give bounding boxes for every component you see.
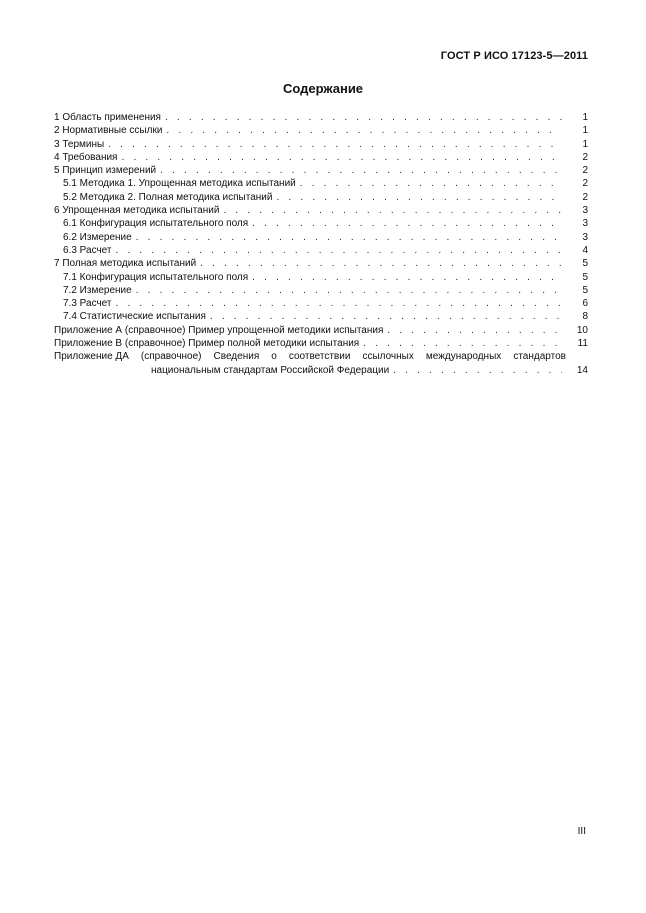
toc-entry-7[interactable] — [54, 257, 588, 270]
toc-leader-dots — [200, 257, 562, 270]
toc-entry-text: 7.3 Расчет — [63, 298, 112, 310]
toc-entry-appendix-a[interactable] — [54, 324, 588, 337]
toc-entry-text: 7.4 Статистические испытания — [63, 311, 206, 323]
toc-entry-page: 3 — [582, 231, 588, 243]
toc-entry-text: 4 Требования — [54, 151, 118, 163]
toc-entry-4[interactable] — [54, 151, 588, 164]
toc-entry-page: 1 — [582, 138, 588, 150]
toc-leader-dots — [136, 284, 562, 297]
toc-entry-page: 3 — [582, 205, 588, 217]
toc-entry-page: 1 — [582, 112, 588, 123]
toc-word: о — [271, 351, 277, 363]
toc-entry-text-line1 — [54, 350, 588, 363]
toc-entry-2[interactable] — [54, 124, 588, 137]
toc-leader-dots — [160, 164, 562, 177]
toc-entry-7-3[interactable] — [54, 297, 588, 310]
toc-entry-page: 8 — [582, 311, 588, 323]
toc-entry-text: 6 Упрощенная методика испытаний — [54, 205, 220, 217]
toc-entry-page: 5 — [582, 258, 588, 270]
toc-entry-6[interactable] — [54, 204, 588, 217]
toc-entry-3[interactable] — [54, 138, 588, 151]
page-number: III — [577, 826, 586, 837]
toc-entry-appendix-b[interactable] — [54, 337, 588, 350]
toc-entry-7-1[interactable] — [54, 271, 588, 284]
toc-leader-dots — [252, 271, 562, 284]
toc-entry-text: 6.1 Конфигурация испытательного поля — [63, 218, 249, 230]
toc-entry-page: 2 — [582, 151, 588, 163]
toc-entry-5-2[interactable] — [54, 191, 588, 204]
toc-word: стандартов — [513, 351, 566, 363]
document-id: ГОСТ Р ИСО 17123-5—2011 — [440, 50, 588, 62]
toc-word: международных — [425, 351, 502, 363]
toc-entry-page: 2 — [582, 178, 588, 190]
toc-entry-page: 6 — [582, 298, 588, 310]
toc-leader-dots — [210, 310, 562, 323]
toc-entry-text: Приложение А (справочное) Пример упрощенной методики испытания — [54, 324, 384, 336]
toc-word: соответствии — [288, 351, 351, 363]
toc-leader-dots — [393, 364, 562, 377]
toc-leader-dots — [166, 124, 562, 137]
toc-entry-text: 1 Область применения — [54, 112, 161, 123]
toc-leader-dots — [276, 191, 562, 204]
toc-word: Сведения — [213, 351, 260, 363]
toc-entry-text: 6.2 Измерение — [63, 231, 132, 243]
toc-entry-page: 2 — [582, 191, 588, 203]
toc-entry-text: Приложение В (справочное) Пример полной методики испытания — [54, 338, 360, 350]
toc-leader-dots — [165, 111, 562, 124]
toc-entry-text: 7.1 Конфигурация испытательного поля — [63, 271, 249, 283]
toc-leader-dots — [116, 297, 563, 310]
toc-entry-text: 5.1 Методика 1. Упрощенная методика испытаний — [63, 178, 296, 190]
toc-entry-page: 14 — [576, 364, 588, 376]
toc-entry-6-3[interactable] — [54, 244, 588, 257]
toc-leader-dots — [363, 337, 562, 350]
toc-entry-page: 5 — [582, 284, 588, 296]
toc-entry-page: 4 — [582, 244, 588, 256]
toc-leader-dots — [108, 138, 562, 151]
toc-word: (справочное) — [140, 351, 202, 363]
toc-entry-1[interactable] — [54, 111, 588, 124]
toc-word: ссылочных — [362, 351, 414, 363]
toc-entry-7-4[interactable] — [54, 310, 588, 323]
toc-entry-6-1[interactable] — [54, 217, 588, 230]
toc-entry-page: 2 — [582, 165, 588, 177]
toc-entry-appendix-da[interactable] — [54, 350, 588, 377]
table-of-contents — [54, 111, 588, 377]
toc-entry-page: 5 — [582, 271, 588, 283]
toc-entry-page: 1 — [582, 125, 588, 137]
toc-entry-text: 2 Нормативные ссылки — [54, 125, 163, 137]
toc-entry-text: 3 Термины — [54, 138, 105, 150]
toc-leader-dots — [121, 151, 562, 164]
toc-word: Приложение ДА — [54, 351, 129, 363]
page-title: Содержание — [282, 81, 364, 96]
toc-entry-text: 5 Принцип измерений — [54, 165, 157, 177]
toc-entry-5[interactable] — [54, 164, 588, 177]
toc-leader-dots — [223, 204, 562, 217]
toc-entry-6-2[interactable] — [54, 231, 588, 244]
toc-entry-page: 3 — [582, 218, 588, 230]
toc-entry-text-line2 — [54, 364, 588, 377]
toc-entry-text: национальным стандартам Российской Федерации — [151, 364, 390, 376]
toc-entry-text: 6.3 Расчет — [63, 244, 112, 256]
toc-leader-dots — [136, 231, 562, 244]
toc-entry-page: 10 — [576, 324, 588, 336]
toc-leader-dots — [116, 244, 563, 257]
toc-leader-dots — [300, 177, 562, 190]
toc-entry-text: 5.2 Методика 2. Полная методика испытаний — [63, 191, 273, 203]
toc-leader-dots — [252, 217, 562, 230]
toc-entry-7-2[interactable] — [54, 284, 588, 297]
toc-entry-text: 7 Полная методика испытаний — [54, 258, 197, 270]
toc-entry-text: 7.2 Измерение — [63, 284, 132, 296]
toc-entry-5-1[interactable] — [54, 177, 588, 190]
toc-entry-page: 11 — [577, 338, 588, 350]
toc-leader-dots — [387, 324, 562, 337]
